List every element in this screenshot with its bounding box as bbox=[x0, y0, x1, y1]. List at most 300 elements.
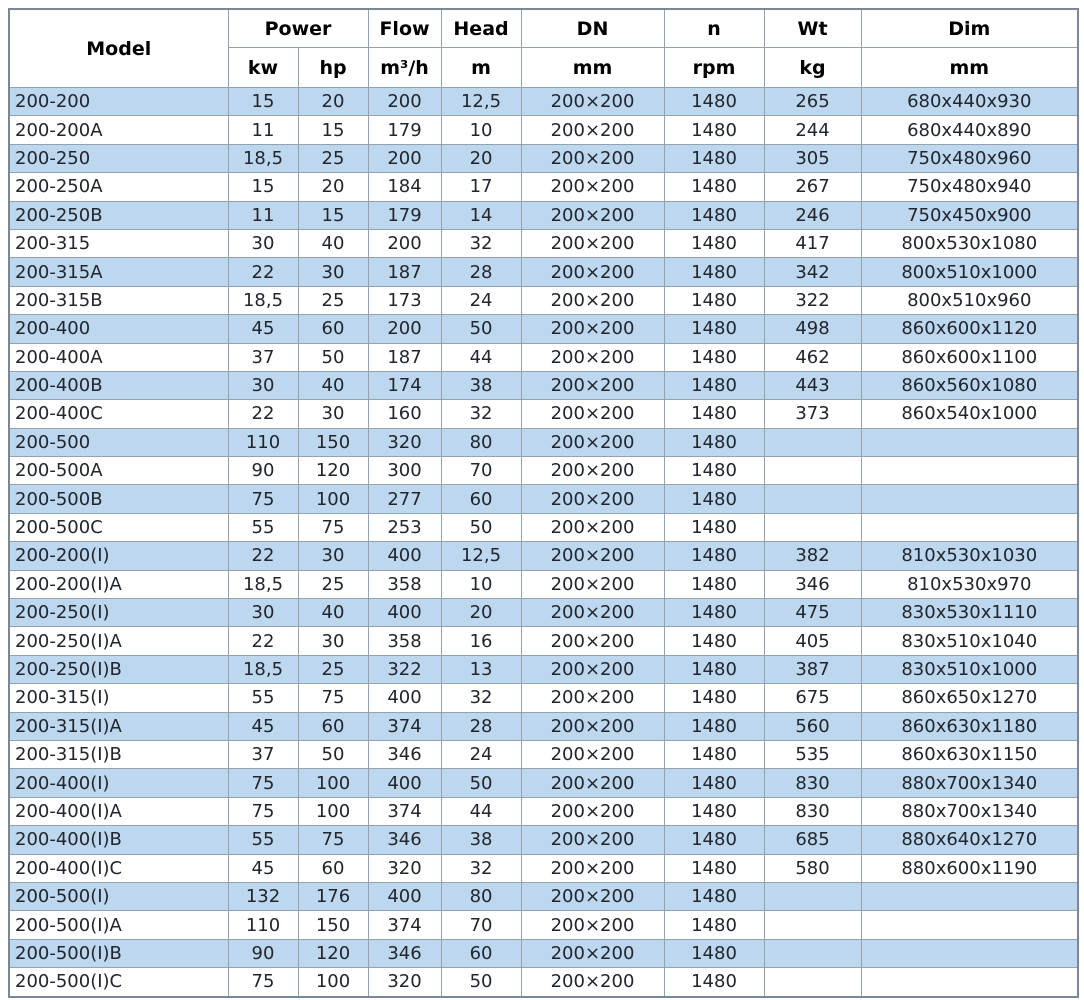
cell-model: 200-400(I)B bbox=[9, 826, 228, 854]
cell-kw: 37 bbox=[228, 343, 298, 371]
cell-flow: 320 bbox=[368, 428, 441, 456]
cell-head: 16 bbox=[441, 627, 521, 655]
header-wt-unit: kg bbox=[764, 48, 861, 88]
cell-model: 200-500(I) bbox=[9, 882, 228, 910]
cell-hp: 25 bbox=[298, 286, 368, 314]
table-row bbox=[9, 201, 1078, 229]
cell-kw: 22 bbox=[228, 258, 298, 286]
header-flow: Flow bbox=[368, 9, 441, 48]
cell-kw: 11 bbox=[228, 201, 298, 229]
cell-flow: 400 bbox=[368, 542, 441, 570]
cell-wt bbox=[764, 428, 861, 456]
cell-wt: 498 bbox=[764, 315, 861, 343]
cell-head: 24 bbox=[441, 740, 521, 768]
cell-wt: 267 bbox=[764, 173, 861, 201]
spec-table-container bbox=[8, 8, 1079, 998]
cell-model: 200-500B bbox=[9, 485, 228, 513]
cell-model: 200-200A bbox=[9, 116, 228, 144]
cell-flow: 187 bbox=[368, 258, 441, 286]
cell-n: 1480 bbox=[664, 968, 764, 997]
cell-head: 12,5 bbox=[441, 542, 521, 570]
cell-dn: 200×200 bbox=[521, 371, 664, 399]
cell-n: 1480 bbox=[664, 343, 764, 371]
cell-kw: 18,5 bbox=[228, 286, 298, 314]
cell-n: 1480 bbox=[664, 627, 764, 655]
cell-dim: 830x510x1000 bbox=[861, 655, 1078, 683]
cell-hp: 30 bbox=[298, 258, 368, 286]
cell-dn: 200×200 bbox=[521, 740, 664, 768]
cell-dim: 880x640x1270 bbox=[861, 826, 1078, 854]
cell-wt: 244 bbox=[764, 116, 861, 144]
cell-kw: 30 bbox=[228, 229, 298, 257]
cell-kw: 11 bbox=[228, 116, 298, 144]
cell-hp: 50 bbox=[298, 343, 368, 371]
cell-flow: 200 bbox=[368, 315, 441, 343]
cell-kw: 30 bbox=[228, 371, 298, 399]
cell-dn: 200×200 bbox=[521, 542, 664, 570]
cell-flow: 374 bbox=[368, 911, 441, 939]
cell-dim: 810x530x1030 bbox=[861, 542, 1078, 570]
cell-flow: 374 bbox=[368, 797, 441, 825]
header-n: n bbox=[664, 9, 764, 48]
cell-n: 1480 bbox=[664, 826, 764, 854]
table-row bbox=[9, 315, 1078, 343]
cell-n: 1480 bbox=[664, 939, 764, 967]
cell-kw: 45 bbox=[228, 315, 298, 343]
cell-wt bbox=[764, 457, 861, 485]
header-dn-unit: mm bbox=[521, 48, 664, 88]
cell-model: 200-200(I)A bbox=[9, 570, 228, 598]
cell-head: 80 bbox=[441, 882, 521, 910]
cell-n: 1480 bbox=[664, 599, 764, 627]
cell-model: 200-400(I)C bbox=[9, 854, 228, 882]
cell-dim: 880x700x1340 bbox=[861, 797, 1078, 825]
cell-hp: 120 bbox=[298, 457, 368, 485]
cell-hp: 40 bbox=[298, 599, 368, 627]
cell-head: 10 bbox=[441, 116, 521, 144]
table-row bbox=[9, 88, 1078, 116]
cell-wt: 382 bbox=[764, 542, 861, 570]
cell-wt: 305 bbox=[764, 144, 861, 172]
cell-dim: 750x480x940 bbox=[861, 173, 1078, 201]
cell-hp: 50 bbox=[298, 740, 368, 768]
cell-kw: 22 bbox=[228, 542, 298, 570]
cell-model: 200-400C bbox=[9, 400, 228, 428]
cell-dim: 860x560x1080 bbox=[861, 371, 1078, 399]
cell-hp: 150 bbox=[298, 911, 368, 939]
table-row bbox=[9, 457, 1078, 485]
cell-kw: 110 bbox=[228, 428, 298, 456]
cell-hp: 60 bbox=[298, 854, 368, 882]
cell-n: 1480 bbox=[664, 315, 764, 343]
cell-dn: 200×200 bbox=[521, 797, 664, 825]
header-head: Head bbox=[441, 9, 521, 48]
cell-model: 200-315A bbox=[9, 258, 228, 286]
table-row bbox=[9, 712, 1078, 740]
cell-model: 200-250(I)B bbox=[9, 655, 228, 683]
cell-kw: 30 bbox=[228, 599, 298, 627]
header-dn: DN bbox=[521, 9, 664, 48]
cell-hp: 75 bbox=[298, 513, 368, 541]
header-dim-unit: mm bbox=[861, 48, 1078, 88]
cell-n: 1480 bbox=[664, 911, 764, 939]
cell-hp: 30 bbox=[298, 627, 368, 655]
cell-n: 1480 bbox=[664, 513, 764, 541]
cell-model: 200-315(I) bbox=[9, 684, 228, 712]
cell-n: 1480 bbox=[664, 88, 764, 116]
cell-model: 200-400(I)A bbox=[9, 797, 228, 825]
cell-wt: 475 bbox=[764, 599, 861, 627]
table-row bbox=[9, 911, 1078, 939]
cell-flow: 374 bbox=[368, 712, 441, 740]
cell-wt bbox=[764, 882, 861, 910]
cell-model: 200-500C bbox=[9, 513, 228, 541]
cell-wt: 443 bbox=[764, 371, 861, 399]
cell-n: 1480 bbox=[664, 229, 764, 257]
cell-wt bbox=[764, 911, 861, 939]
cell-head: 50 bbox=[441, 513, 521, 541]
cell-flow: 320 bbox=[368, 854, 441, 882]
cell-dim: 750x450x900 bbox=[861, 201, 1078, 229]
cell-head: 60 bbox=[441, 939, 521, 967]
cell-dim: 860x630x1180 bbox=[861, 712, 1078, 740]
cell-flow: 200 bbox=[368, 88, 441, 116]
cell-kw: 75 bbox=[228, 485, 298, 513]
cell-head: 38 bbox=[441, 826, 521, 854]
cell-n: 1480 bbox=[664, 258, 764, 286]
table-row bbox=[9, 655, 1078, 683]
cell-model: 200-400 bbox=[9, 315, 228, 343]
cell-dim bbox=[861, 968, 1078, 997]
cell-n: 1480 bbox=[664, 144, 764, 172]
cell-dim: 860x540x1000 bbox=[861, 400, 1078, 428]
cell-n: 1480 bbox=[664, 882, 764, 910]
cell-flow: 187 bbox=[368, 343, 441, 371]
cell-dim: 830x530x1110 bbox=[861, 599, 1078, 627]
cell-hp: 100 bbox=[298, 797, 368, 825]
table-row bbox=[9, 286, 1078, 314]
cell-head: 70 bbox=[441, 457, 521, 485]
cell-n: 1480 bbox=[664, 570, 764, 598]
cell-model: 200-500(I)C bbox=[9, 968, 228, 997]
cell-wt: 830 bbox=[764, 797, 861, 825]
table-header bbox=[9, 9, 1078, 88]
cell-kw: 15 bbox=[228, 173, 298, 201]
cell-dn: 200×200 bbox=[521, 485, 664, 513]
cell-flow: 300 bbox=[368, 457, 441, 485]
table-row bbox=[9, 882, 1078, 910]
header-power: Power bbox=[228, 9, 368, 48]
cell-kw: 18,5 bbox=[228, 570, 298, 598]
cell-hp: 120 bbox=[298, 939, 368, 967]
cell-wt bbox=[764, 939, 861, 967]
cell-hp: 25 bbox=[298, 570, 368, 598]
cell-model: 200-400B bbox=[9, 371, 228, 399]
cell-kw: 37 bbox=[228, 740, 298, 768]
cell-head: 32 bbox=[441, 684, 521, 712]
cell-flow: 173 bbox=[368, 286, 441, 314]
table-row bbox=[9, 570, 1078, 598]
table-row bbox=[9, 343, 1078, 371]
cell-wt: 265 bbox=[764, 88, 861, 116]
cell-hp: 25 bbox=[298, 144, 368, 172]
table-row bbox=[9, 258, 1078, 286]
cell-head: 24 bbox=[441, 286, 521, 314]
cell-flow: 179 bbox=[368, 116, 441, 144]
table-row bbox=[9, 400, 1078, 428]
cell-dim: 800x530x1080 bbox=[861, 229, 1078, 257]
cell-head: 44 bbox=[441, 797, 521, 825]
cell-wt: 675 bbox=[764, 684, 861, 712]
cell-model: 200-315B bbox=[9, 286, 228, 314]
table-body bbox=[9, 88, 1078, 997]
cell-dim: 680x440x890 bbox=[861, 116, 1078, 144]
cell-model: 200-500(I)A bbox=[9, 911, 228, 939]
cell-kw: 18,5 bbox=[228, 144, 298, 172]
cell-dn: 200×200 bbox=[521, 229, 664, 257]
cell-head: 50 bbox=[441, 968, 521, 997]
cell-head: 70 bbox=[441, 911, 521, 939]
cell-hp: 20 bbox=[298, 173, 368, 201]
cell-dn: 200×200 bbox=[521, 428, 664, 456]
cell-n: 1480 bbox=[664, 769, 764, 797]
cell-kw: 18,5 bbox=[228, 655, 298, 683]
cell-dn: 200×200 bbox=[521, 173, 664, 201]
cell-n: 1480 bbox=[664, 201, 764, 229]
pump-spec-table bbox=[8, 8, 1079, 998]
cell-n: 1480 bbox=[664, 371, 764, 399]
cell-head: 50 bbox=[441, 315, 521, 343]
cell-kw: 110 bbox=[228, 911, 298, 939]
cell-head: 60 bbox=[441, 485, 521, 513]
cell-wt: 560 bbox=[764, 712, 861, 740]
cell-flow: 322 bbox=[368, 655, 441, 683]
table-row bbox=[9, 371, 1078, 399]
cell-hp: 150 bbox=[298, 428, 368, 456]
cell-dim: 830x510x1040 bbox=[861, 627, 1078, 655]
table-row bbox=[9, 826, 1078, 854]
cell-dn: 200×200 bbox=[521, 315, 664, 343]
cell-dn: 200×200 bbox=[521, 88, 664, 116]
table-row bbox=[9, 684, 1078, 712]
cell-wt: 417 bbox=[764, 229, 861, 257]
table-row bbox=[9, 173, 1078, 201]
cell-dim bbox=[861, 485, 1078, 513]
cell-model: 200-250(I) bbox=[9, 599, 228, 627]
cell-kw: 15 bbox=[228, 88, 298, 116]
cell-dn: 200×200 bbox=[521, 400, 664, 428]
cell-dn: 200×200 bbox=[521, 258, 664, 286]
cell-wt: 830 bbox=[764, 769, 861, 797]
cell-kw: 45 bbox=[228, 854, 298, 882]
cell-model: 200-315(I)A bbox=[9, 712, 228, 740]
cell-wt bbox=[764, 485, 861, 513]
cell-hp: 75 bbox=[298, 826, 368, 854]
cell-wt: 387 bbox=[764, 655, 861, 683]
cell-dim: 860x630x1150 bbox=[861, 740, 1078, 768]
cell-flow: 174 bbox=[368, 371, 441, 399]
cell-dn: 200×200 bbox=[521, 826, 664, 854]
cell-n: 1480 bbox=[664, 173, 764, 201]
cell-hp: 15 bbox=[298, 116, 368, 144]
header-flow-unit: m³/h bbox=[368, 48, 441, 88]
table-row bbox=[9, 542, 1078, 570]
cell-flow: 358 bbox=[368, 627, 441, 655]
cell-hp: 100 bbox=[298, 769, 368, 797]
table-row bbox=[9, 939, 1078, 967]
cell-flow: 400 bbox=[368, 684, 441, 712]
cell-dim: 860x650x1270 bbox=[861, 684, 1078, 712]
cell-flow: 200 bbox=[368, 229, 441, 257]
cell-n: 1480 bbox=[664, 428, 764, 456]
cell-dim bbox=[861, 939, 1078, 967]
cell-flow: 320 bbox=[368, 968, 441, 997]
header-dim: Dim bbox=[861, 9, 1078, 48]
cell-hp: 30 bbox=[298, 400, 368, 428]
cell-hp: 176 bbox=[298, 882, 368, 910]
cell-model: 200-250 bbox=[9, 144, 228, 172]
cell-wt bbox=[764, 968, 861, 997]
cell-wt: 405 bbox=[764, 627, 861, 655]
table-row bbox=[9, 144, 1078, 172]
cell-dn: 200×200 bbox=[521, 911, 664, 939]
cell-wt: 373 bbox=[764, 400, 861, 428]
cell-kw: 22 bbox=[228, 400, 298, 428]
cell-kw: 45 bbox=[228, 712, 298, 740]
cell-dn: 200×200 bbox=[521, 939, 664, 967]
cell-flow: 184 bbox=[368, 173, 441, 201]
cell-dn: 200×200 bbox=[521, 968, 664, 997]
table-row bbox=[9, 627, 1078, 655]
cell-flow: 346 bbox=[368, 826, 441, 854]
cell-flow: 346 bbox=[368, 740, 441, 768]
cell-flow: 160 bbox=[368, 400, 441, 428]
cell-wt: 580 bbox=[764, 854, 861, 882]
cell-head: 12,5 bbox=[441, 88, 521, 116]
header-n-unit: rpm bbox=[664, 48, 764, 88]
cell-flow: 277 bbox=[368, 485, 441, 513]
header-hp-unit: hp bbox=[298, 48, 368, 88]
cell-kw: 132 bbox=[228, 882, 298, 910]
cell-model: 200-200(I) bbox=[9, 542, 228, 570]
table-row bbox=[9, 513, 1078, 541]
cell-n: 1480 bbox=[664, 485, 764, 513]
cell-kw: 75 bbox=[228, 797, 298, 825]
cell-dim: 860x600x1100 bbox=[861, 343, 1078, 371]
table-row bbox=[9, 599, 1078, 627]
cell-model: 200-400A bbox=[9, 343, 228, 371]
cell-n: 1480 bbox=[664, 286, 764, 314]
cell-model: 200-315 bbox=[9, 229, 228, 257]
cell-wt: 462 bbox=[764, 343, 861, 371]
cell-flow: 346 bbox=[368, 939, 441, 967]
header-row-top bbox=[9, 9, 1078, 48]
cell-flow: 253 bbox=[368, 513, 441, 541]
cell-n: 1480 bbox=[664, 797, 764, 825]
cell-flow: 400 bbox=[368, 882, 441, 910]
cell-n: 1480 bbox=[664, 854, 764, 882]
table-row bbox=[9, 428, 1078, 456]
cell-dn: 200×200 bbox=[521, 116, 664, 144]
table-row bbox=[9, 116, 1078, 144]
cell-dim bbox=[861, 882, 1078, 910]
cell-n: 1480 bbox=[664, 740, 764, 768]
cell-hp: 60 bbox=[298, 315, 368, 343]
cell-dim: 800x510x1000 bbox=[861, 258, 1078, 286]
cell-wt: 346 bbox=[764, 570, 861, 598]
table-row bbox=[9, 968, 1078, 997]
cell-flow: 400 bbox=[368, 769, 441, 797]
cell-dim: 800x510x960 bbox=[861, 286, 1078, 314]
cell-hp: 100 bbox=[298, 968, 368, 997]
cell-wt: 322 bbox=[764, 286, 861, 314]
cell-hp: 40 bbox=[298, 371, 368, 399]
cell-dn: 200×200 bbox=[521, 599, 664, 627]
cell-n: 1480 bbox=[664, 542, 764, 570]
cell-head: 28 bbox=[441, 712, 521, 740]
cell-dim: 750x480x960 bbox=[861, 144, 1078, 172]
table-row bbox=[9, 797, 1078, 825]
cell-dn: 200×200 bbox=[521, 513, 664, 541]
table-row bbox=[9, 769, 1078, 797]
cell-kw: 75 bbox=[228, 769, 298, 797]
cell-head: 80 bbox=[441, 428, 521, 456]
cell-head: 32 bbox=[441, 400, 521, 428]
cell-head: 32 bbox=[441, 854, 521, 882]
cell-model: 200-250A bbox=[9, 173, 228, 201]
table-row bbox=[9, 854, 1078, 882]
cell-wt: 535 bbox=[764, 740, 861, 768]
cell-dn: 200×200 bbox=[521, 343, 664, 371]
cell-n: 1480 bbox=[664, 400, 764, 428]
cell-hp: 40 bbox=[298, 229, 368, 257]
cell-hp: 15 bbox=[298, 201, 368, 229]
cell-hp: 25 bbox=[298, 655, 368, 683]
cell-hp: 20 bbox=[298, 88, 368, 116]
table-row bbox=[9, 229, 1078, 257]
cell-flow: 358 bbox=[368, 570, 441, 598]
cell-dn: 200×200 bbox=[521, 769, 664, 797]
cell-model: 200-250(I)A bbox=[9, 627, 228, 655]
cell-model: 200-400(I) bbox=[9, 769, 228, 797]
cell-kw: 90 bbox=[228, 939, 298, 967]
cell-head: 28 bbox=[441, 258, 521, 286]
cell-kw: 55 bbox=[228, 826, 298, 854]
cell-dim bbox=[861, 457, 1078, 485]
cell-dim bbox=[861, 911, 1078, 939]
table-row bbox=[9, 485, 1078, 513]
cell-wt bbox=[764, 513, 861, 541]
cell-head: 10 bbox=[441, 570, 521, 598]
cell-wt: 685 bbox=[764, 826, 861, 854]
cell-n: 1480 bbox=[664, 116, 764, 144]
cell-wt: 246 bbox=[764, 201, 861, 229]
cell-kw: 90 bbox=[228, 457, 298, 485]
cell-flow: 400 bbox=[368, 599, 441, 627]
cell-dn: 200×200 bbox=[521, 144, 664, 172]
header-kw-unit: kw bbox=[228, 48, 298, 88]
cell-model: 200-200 bbox=[9, 88, 228, 116]
cell-n: 1480 bbox=[664, 712, 764, 740]
cell-model: 200-500 bbox=[9, 428, 228, 456]
cell-dn: 200×200 bbox=[521, 286, 664, 314]
cell-wt: 342 bbox=[764, 258, 861, 286]
cell-head: 20 bbox=[441, 599, 521, 627]
cell-kw: 55 bbox=[228, 684, 298, 712]
cell-model: 200-250B bbox=[9, 201, 228, 229]
cell-flow: 200 bbox=[368, 144, 441, 172]
cell-dn: 200×200 bbox=[521, 854, 664, 882]
